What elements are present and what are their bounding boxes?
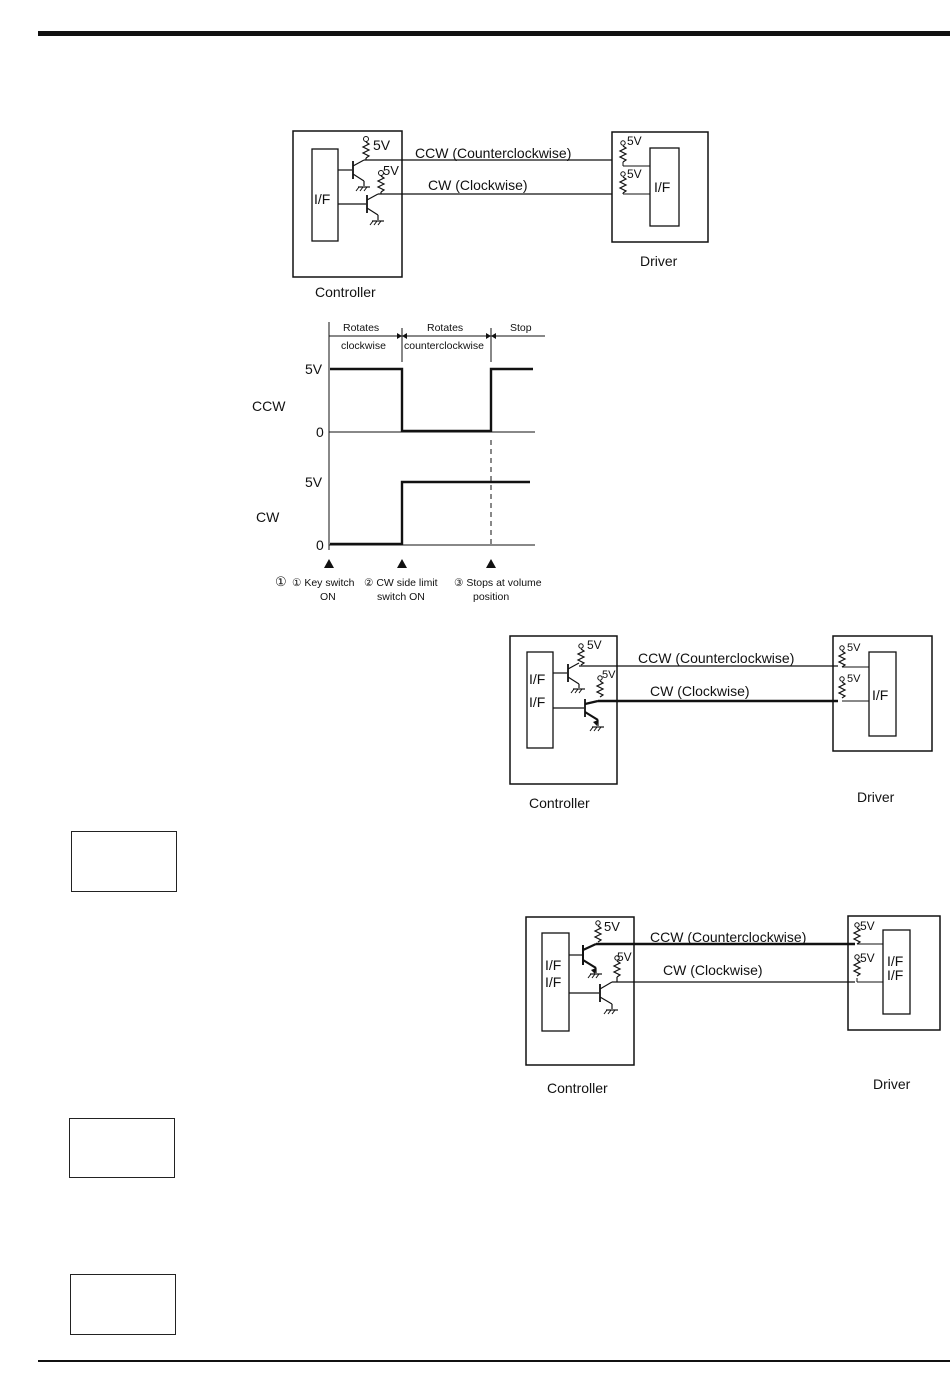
driver-if-label: I/F: [654, 179, 671, 195]
event-marker-2: [397, 559, 407, 568]
event-3-line-2: position: [473, 591, 510, 603]
phase-1-line-1: Rotates: [343, 322, 380, 334]
ccw-line-label: CCW (Counterclockwise): [650, 929, 807, 945]
ccw-signal-label: CCW: [252, 398, 286, 414]
ccw-line-label: CCW (Counterclockwise): [638, 650, 795, 666]
timing-chart: [252, 322, 545, 603]
ccw-waveform: [330, 369, 533, 431]
phase-2-line-1: Rotates: [427, 322, 464, 334]
controller-if-label-1: I/F: [529, 671, 546, 687]
event-1-line-1: ① Key switch: [292, 577, 355, 589]
cw-line-label: CW (Clockwise): [428, 177, 528, 193]
controller-label: Controller: [529, 795, 590, 811]
driver-5v-1: 5V: [627, 134, 642, 148]
ccw-line-label: CCW (Counterclockwise): [415, 145, 572, 161]
ccw-low-label: 0: [316, 424, 324, 440]
cw-low-label: 0: [316, 537, 324, 553]
phase-1-line-2: clockwise: [341, 340, 386, 352]
diagram-2: [510, 636, 932, 811]
controller-if-label: I/F: [314, 191, 331, 207]
driver-label: Driver: [857, 789, 895, 805]
event-marker-1: [324, 559, 334, 568]
driver-5v-2: 5V: [847, 673, 861, 685]
driver-5v-2: 5V: [627, 167, 642, 181]
driver-5v-1: 5V: [847, 642, 861, 654]
event-1-line-2: ON: [320, 591, 336, 603]
controller-label: Controller: [547, 1080, 608, 1096]
controller-if-label-2: I/F: [545, 974, 562, 990]
supply-5v-1: 5V: [373, 137, 391, 153]
diagram-3: [526, 916, 940, 1096]
driver-label: Driver: [640, 253, 678, 269]
phase-3-label: Stop: [510, 322, 532, 334]
supply-5v-1: 5V: [604, 919, 620, 934]
driver-5v-2: 5V: [860, 951, 875, 965]
controller-if-label-2: I/F: [529, 694, 546, 710]
controller-box: [510, 636, 617, 784]
cw-signal-label: CW: [256, 509, 280, 525]
controller-label: Controller: [315, 284, 376, 300]
event-2-line-1: ② CW side limit: [364, 577, 438, 589]
driver-if-label-2: I/F: [887, 967, 904, 983]
supply-5v-2: 5V: [383, 163, 399, 178]
diagram-1: [293, 131, 708, 300]
driver-if-label: I/F: [872, 687, 889, 703]
supply-5v-2: 5V: [617, 950, 632, 964]
cw-line-label: CW (Clockwise): [663, 962, 763, 978]
event-2-line-2: switch ON: [377, 591, 425, 603]
cw-line-label: CW (Clockwise): [650, 683, 750, 699]
cw-high-label: 5V: [305, 474, 323, 490]
supply-5v-1: 5V: [587, 638, 602, 652]
event-3-line-1: ③ Stops at volume: [454, 577, 542, 589]
driver-5v-1: 5V: [860, 919, 875, 933]
driver-if-label-1: I/F: [887, 953, 904, 969]
driver-label: Driver: [873, 1076, 911, 1092]
ccw-high-label: 5V: [305, 361, 323, 377]
supply-5v-2: 5V: [602, 669, 616, 681]
cw-waveform: [330, 482, 530, 544]
event-marker-prefix: ①: [275, 574, 287, 589]
phase-2-line-2: counterclockwise: [404, 340, 484, 352]
controller-if-label-1: I/F: [545, 957, 562, 973]
event-marker-3: [486, 559, 496, 568]
